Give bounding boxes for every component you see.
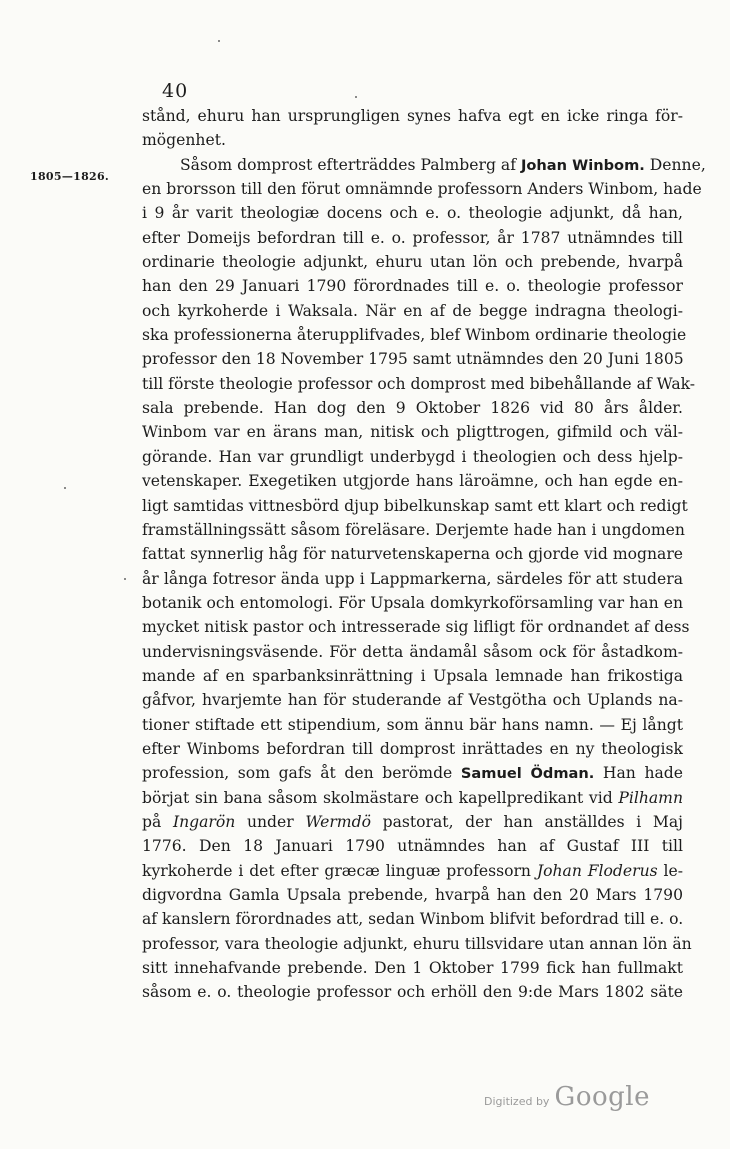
text-line: botanik och entomologi. För Upsala domkyrkoförsamling var han en [142,593,683,612]
person-name-odman: Samuel Ödman. [460,765,595,783]
text-line: efter Winboms befordran till domprost inrättades en ny theologisk [142,739,683,758]
text-line: tioner stiftade ett stipendium, som ännu bär hans namn. — Ej långt [142,715,683,734]
text-line: vetenskaper. Exegetiken utgjorde hans läroämne, och han egde en- [142,472,683,491]
text-line: en brorsson till den förut omnämnde professorn Anders Winbom, hade [142,180,702,199]
text-line: ligt samtidas vittnesbörd djup bibelkunskap samt ett klart och redigt [142,496,688,515]
page-number: 40 [162,80,189,102]
person-name-winbom: Johan Winbom. [520,156,645,174]
text-line: af kanslern förordnades att, sedan Winbom blifvit befordrad till e. o. [142,910,684,929]
scan-speck [124,578,126,580]
text-line: efter Domeijs befordran till e. o. professor, år 1787 utnämndes till [142,228,683,247]
google-logo: Google [554,1082,650,1112]
text-line: i 9 år varit theologiæ docens och e. o. theologie adjunkt, då han, [142,204,683,223]
text-line: gåfvor, hvarjemte han för studerande af Vestgötha och Uplands na- [142,691,683,710]
text-line: börjat sin bana såsom skolmästare och kapellpredikant vid Pilhamn [142,788,683,807]
text-line: Winbom var en ärans man, nitisk och pligttrogen, gifmild och väl- [142,423,683,442]
place-name-wermdo: Wermdö [305,812,371,831]
text-line: ska professionerna återupplifvades, blef Winbom ordinarie theologie [142,326,687,345]
text-line: stånd, ehuru han ursprungligen synes hafva egt en icke ringa för- [142,107,683,125]
text-line: sala prebende. Han dog den 9 Oktober 1826 vid 80 års ålder. [142,399,683,418]
text-line: år långa fotresor ända upp i Lappmarkerna, särdeles för att studera [142,569,683,588]
text-line: professor, vara theologie adjunkt, ehuru tillsvidare utan annan lön än [142,934,692,953]
text-line: framställningssätt såsom föreläsare. Derjemte hade han i ungdomen [142,520,685,539]
text-line: undervisningsväsende. För detta ändamål såsom ock för åstadkom- [142,642,683,661]
scan-speck [355,96,357,98]
watermark-digitized-by: Digitized by [484,1095,550,1108]
text-line: digvordna Gamla Upsala prebende, hvarpå han den 20 Mars 1790 [142,886,683,904]
text-line: på Ingarön under Wermdö pastorat, der han anställdes i Maj [142,812,683,831]
text-line: professor den 18 November 1795 samt utnämndes den 20 Juni 1805 [142,350,684,369]
body-text [142,104,706,1005]
text-line: till förste theologie professor och domprost med bibehållande af Wak- [142,374,696,393]
scan-speck [64,487,66,489]
place-name-pilhamn: Pilhamn [618,788,683,807]
text-line: fattat synnerlig håg för naturvetenskaperna och gjorde vid mognare [142,545,683,564]
text-line: och kyrkoherde i Waksala. När en af de begge indragna theologi- [142,301,683,320]
person-name-floderus: Johan Floderus [536,861,658,880]
text-line: mycket nitisk pastor och intresserade sig lifligt för ordnandet af dess [142,618,690,637]
text-line: han den 29 Januari 1790 förordnades till e. o. theologie professor [142,277,683,296]
text-line: såsom e. o. theologie professor och erhöll den 9:de Mars 1802 säte [142,983,683,1002]
text-line: mögenhet. [142,131,226,150]
text-line: ordinarie theologie adjunkt, ehuru utan lön och prebende, hvarpå [142,253,683,272]
text-line: 1776. Den 18 Januari 1790 utnämndes han af Gustaf III till [142,837,683,856]
place-name-ingaron: Ingarön [172,812,236,831]
text-line: sitt innehafvande prebende. Den 1 Oktober 1799 fick han fullmakt [142,959,683,978]
text-line: mande af en sparbanksinrättning i Upsala lemnade han frikostiga [142,666,683,685]
text-line: kyrkoherde i det efter græcæ linguæ professorn Johan Floderus le- [142,861,683,880]
margin-note-years: 1805—1826. [30,170,110,183]
google-watermark [484,1082,650,1112]
text-line: Såsom domprost efterträddes Palmberg af Johan Winbom. Denne, [180,155,706,174]
text-line: profession, som gafs åt den berömde Samuel Ödman. Han hade [142,764,683,783]
text-line: görande. Han var grundligt underbygd i theologien och dess hjelp- [142,447,683,466]
scan-speck [218,40,220,42]
